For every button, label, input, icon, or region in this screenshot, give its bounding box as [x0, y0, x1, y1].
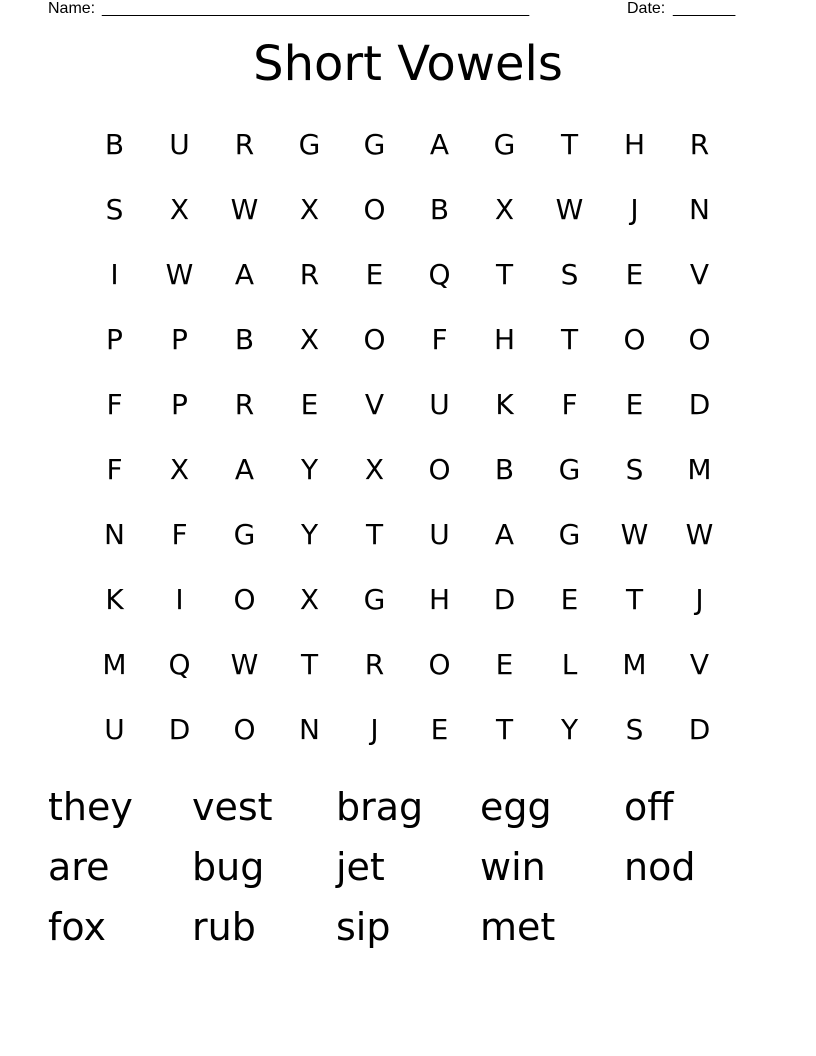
- grid-letter: K: [105, 582, 124, 616]
- grid-letter: W: [165, 257, 194, 291]
- grid-letter: F: [106, 387, 123, 421]
- grid-letter: E: [365, 257, 384, 291]
- grid-letter: N: [689, 192, 710, 226]
- name-label: Name:: [48, 0, 96, 17]
- grid-letter: Q: [428, 257, 451, 291]
- word-list-item: bug: [192, 845, 265, 889]
- grid-letter: B: [494, 452, 515, 486]
- grid-letter: A: [429, 127, 450, 161]
- page-title: Short Vowels: [253, 36, 563, 92]
- word-list-item: off: [624, 785, 674, 829]
- grid-letter: T: [495, 257, 514, 291]
- grid-letter: R: [689, 127, 710, 161]
- grid-letter: V: [689, 257, 710, 291]
- grid-letter: X: [299, 582, 320, 616]
- header-line: [48, 0, 748, 20]
- grid-letter: W: [230, 192, 259, 226]
- grid-letter: J: [370, 712, 379, 746]
- grid-letter: V: [364, 387, 385, 421]
- date-label: Date:: [627, 0, 666, 17]
- grid-letter: E: [300, 387, 319, 421]
- grid-letter: N: [299, 712, 320, 746]
- grid-letter: G: [363, 127, 386, 161]
- word-list-item: jet: [336, 845, 385, 889]
- word-list-item: fox: [48, 905, 106, 949]
- grid-letter: R: [234, 387, 255, 421]
- grid-letter: X: [169, 452, 190, 486]
- word-list-item: brag: [336, 785, 424, 829]
- grid-letter: A: [234, 257, 255, 291]
- grid-letter: G: [558, 452, 581, 486]
- grid-letter: K: [495, 387, 514, 421]
- grid-letter: E: [625, 387, 644, 421]
- grid-letter: X: [494, 192, 515, 226]
- grid-letter: P: [106, 322, 123, 356]
- grid-letter: X: [169, 192, 190, 226]
- grid-letter: B: [429, 192, 450, 226]
- grid-letter: Q: [168, 647, 191, 681]
- grid-letter: M: [622, 647, 647, 681]
- word-list-item: sip: [336, 905, 391, 949]
- word-list-item: vest: [192, 785, 273, 829]
- grid-letter: X: [364, 452, 385, 486]
- grid-letter: E: [495, 647, 514, 681]
- grid-letter: O: [688, 322, 711, 356]
- grid-letter: U: [429, 387, 450, 421]
- grid-letter: R: [364, 647, 385, 681]
- grid-letter: V: [689, 647, 710, 681]
- grid-letter: O: [233, 582, 256, 616]
- letter-grid: [82, 112, 732, 762]
- grid-letter: I: [175, 582, 184, 616]
- grid-letter: G: [233, 517, 256, 551]
- grid-letter: E: [430, 712, 449, 746]
- word-list-item: met: [480, 905, 556, 949]
- grid-letter: B: [234, 322, 255, 356]
- grid-letter: T: [495, 712, 514, 746]
- grid-letter: O: [428, 647, 451, 681]
- grid-letter: J: [630, 192, 639, 226]
- grid-letter: X: [299, 322, 320, 356]
- grid-letter: S: [560, 257, 579, 291]
- name-field-line: ________________________________________________: [102, 0, 530, 17]
- grid-letter: A: [234, 452, 255, 486]
- grid-letter: B: [104, 127, 125, 161]
- grid-letter: Y: [300, 517, 319, 551]
- grid-letter: H: [623, 127, 646, 161]
- grid-letter: E: [560, 582, 579, 616]
- grid-letter: O: [233, 712, 256, 746]
- grid-letter: H: [428, 582, 451, 616]
- grid-letter: R: [299, 257, 320, 291]
- date-field-line: _______: [673, 0, 736, 17]
- grid-letter: D: [688, 387, 711, 421]
- word-list-item: are: [48, 845, 110, 889]
- grid-letter: W: [555, 192, 584, 226]
- grid-letter: J: [695, 582, 704, 616]
- grid-letter: R: [234, 127, 255, 161]
- grid-letter: M: [102, 647, 127, 681]
- grid-letter: F: [171, 517, 188, 551]
- grid-letter: P: [171, 387, 188, 421]
- grid-letter: W: [620, 517, 649, 551]
- grid-letter: F: [106, 452, 123, 486]
- grid-letter: T: [365, 517, 384, 551]
- grid-letter: S: [625, 712, 644, 746]
- word-list-item: rub: [192, 905, 256, 949]
- grid-letter: F: [561, 387, 578, 421]
- grid-letter: F: [431, 322, 448, 356]
- grid-letter: W: [230, 647, 259, 681]
- grid-letter: D: [168, 712, 191, 746]
- word-list-item: win: [480, 845, 546, 889]
- grid-letter: U: [429, 517, 450, 551]
- grid-letter: A: [494, 517, 515, 551]
- grid-letter: D: [688, 712, 711, 746]
- word-list-item: nod: [624, 845, 696, 889]
- grid-letter: O: [623, 322, 646, 356]
- grid-letter: Y: [300, 452, 319, 486]
- word-list-item: egg: [480, 785, 552, 829]
- grid-letter: G: [493, 127, 516, 161]
- grid-letter: E: [625, 257, 644, 291]
- grid-letter: N: [104, 517, 125, 551]
- grid-letter: S: [625, 452, 644, 486]
- grid-letter: U: [104, 712, 125, 746]
- grid-letter: D: [493, 582, 516, 616]
- grid-letter: S: [105, 192, 124, 226]
- grid-letter: Y: [560, 712, 579, 746]
- grid-letter: O: [363, 322, 386, 356]
- grid-letter: M: [687, 452, 712, 486]
- grid-letter: T: [560, 127, 579, 161]
- grid-letter: G: [363, 582, 386, 616]
- grid-letter: W: [685, 517, 714, 551]
- grid-letter: L: [561, 647, 578, 681]
- grid-letter: G: [558, 517, 581, 551]
- grid-letter: P: [171, 322, 188, 356]
- grid-letter: T: [300, 647, 319, 681]
- grid-letter: X: [299, 192, 320, 226]
- grid-letter: O: [363, 192, 386, 226]
- word-list-item: they: [48, 785, 133, 829]
- grid-letter: H: [493, 322, 516, 356]
- grid-letter: I: [110, 257, 119, 291]
- grid-letter: T: [560, 322, 579, 356]
- grid-letter: U: [169, 127, 190, 161]
- word-list: [48, 782, 768, 962]
- grid-letter: G: [298, 127, 321, 161]
- grid-letter: O: [428, 452, 451, 486]
- grid-letter: T: [625, 582, 644, 616]
